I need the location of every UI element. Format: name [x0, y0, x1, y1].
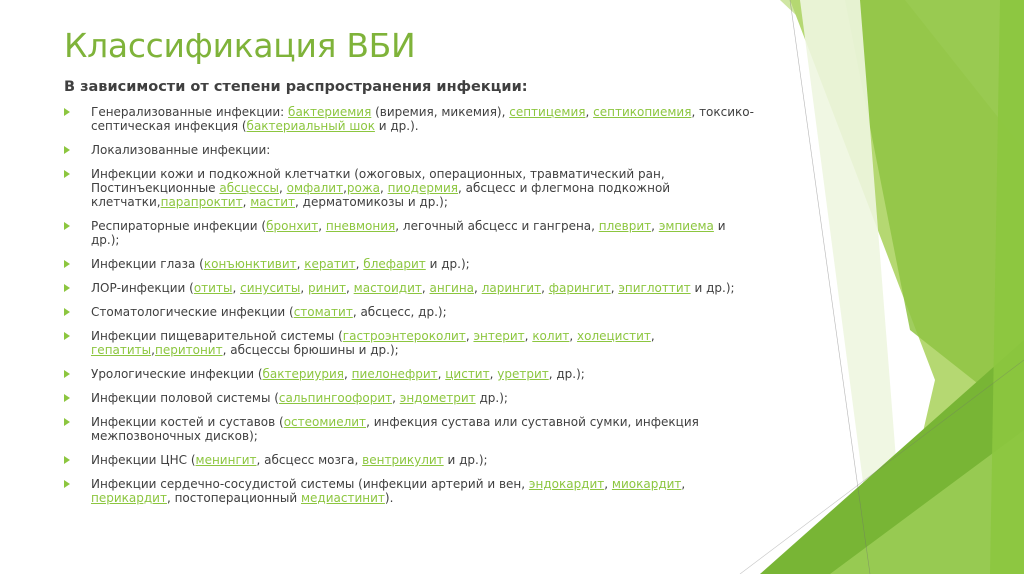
- triangle-bullet-icon: [64, 332, 70, 340]
- term-link[interactable]: ларингит: [481, 281, 542, 295]
- item-text: ,: [489, 367, 498, 381]
- item-text: и др.);: [443, 453, 488, 467]
- item-text: Инфекции сердечно-сосудистой системы (инфекции артерий и вен,: [91, 477, 529, 491]
- list-item: [64, 415, 754, 443]
- item-text: ,: [524, 329, 533, 343]
- item-text: , др.);: [548, 367, 585, 381]
- item-text: ,: [604, 477, 612, 491]
- item-text: др.);: [475, 391, 508, 405]
- item-text: ЛОР-инфекции (: [91, 281, 194, 295]
- term-link[interactable]: колит: [532, 329, 570, 343]
- item-text: (виремия, микемия),: [371, 105, 510, 119]
- item-text: ,: [392, 391, 400, 405]
- triangle-bullet-icon: [64, 146, 70, 154]
- term-link[interactable]: сальпингоофорит: [278, 391, 393, 405]
- list-item: [64, 257, 754, 271]
- triangle-bullet-icon: [64, 418, 70, 426]
- term-link[interactable]: холецистит: [577, 329, 651, 343]
- item-text: ,: [355, 257, 364, 271]
- item-text: Инфекции кожи и подкожной клетчатки (ожоговых, операционных, травматический ран, Постинъекционные: [91, 167, 665, 195]
- item-text: ,: [651, 219, 659, 233]
- list-item: [64, 167, 754, 209]
- term-link[interactable]: отиты: [193, 281, 233, 295]
- term-link[interactable]: гепатиты: [91, 343, 152, 357]
- term-link[interactable]: пневмония: [325, 219, 396, 233]
- term-link[interactable]: перикардит: [91, 491, 167, 505]
- list-item: [64, 105, 754, 133]
- item-text: ).: [384, 491, 394, 505]
- item-text: , постоперационный: [166, 491, 301, 505]
- item-text: , абсцессы брюшины и др.);: [222, 343, 399, 357]
- item-text: и др.);: [425, 257, 470, 271]
- triangle-bullet-icon: [64, 170, 70, 178]
- item-text: Локализованные инфекции:: [91, 143, 271, 157]
- term-link[interactable]: пиодермия: [387, 181, 459, 195]
- item-text: ,: [437, 367, 446, 381]
- slide-title: Классификация ВБИ: [64, 26, 416, 65]
- term-link[interactable]: ринит: [307, 281, 347, 295]
- item-text: и др.);: [690, 281, 735, 295]
- item-text: , абсцесс мозга,: [256, 453, 363, 467]
- item-text: ,: [541, 281, 549, 295]
- item-text: ,: [610, 281, 619, 295]
- item-text: Генерализованные инфекции:: [91, 105, 289, 119]
- item-text: ,: [318, 219, 326, 233]
- term-link[interactable]: менингит: [195, 453, 257, 467]
- term-link[interactable]: септикопиемия: [593, 105, 692, 119]
- term-link[interactable]: бактериурия: [262, 367, 345, 381]
- term-link[interactable]: остеомиелит: [283, 415, 367, 429]
- item-text: ,: [300, 281, 308, 295]
- term-link[interactable]: эмпиема: [658, 219, 714, 233]
- term-link[interactable]: цистит: [445, 367, 490, 381]
- list-item: [64, 329, 754, 357]
- item-text: и др.).: [374, 119, 419, 133]
- item-text: ,: [585, 105, 594, 119]
- term-link[interactable]: парапроктит: [160, 195, 243, 209]
- item-text: ,: [343, 181, 347, 195]
- term-link[interactable]: миокардит: [611, 477, 682, 491]
- list-item: [64, 219, 754, 247]
- item-text: , легочный абсцесс и гангрена,: [395, 219, 599, 233]
- item-text: Инфекции пищеварительной системы (: [91, 329, 343, 343]
- term-link[interactable]: омфалит: [286, 181, 344, 195]
- item-text: Инфекции половой системы (: [91, 391, 279, 405]
- term-link[interactable]: мастоидит: [353, 281, 422, 295]
- list-item: [64, 367, 754, 381]
- item-text: ,: [380, 181, 388, 195]
- item-text: Инфекции ЦНС (: [91, 453, 196, 467]
- term-link[interactable]: бактериальный шок: [246, 119, 375, 133]
- triangle-bullet-icon: [64, 108, 70, 116]
- term-link[interactable]: синуситы: [240, 281, 301, 295]
- term-link[interactable]: эпиглоттит: [618, 281, 691, 295]
- slide-subtitle: В зависимости от степени распространения инфекции:: [64, 79, 528, 95]
- term-link[interactable]: стоматит: [293, 305, 353, 319]
- list-item: [64, 143, 754, 157]
- term-link[interactable]: уретрит: [497, 367, 549, 381]
- term-link[interactable]: перитонит: [154, 343, 223, 357]
- item-text: Урологические инфекции (: [91, 367, 263, 381]
- triangle-bullet-icon: [64, 260, 70, 268]
- term-link[interactable]: плеврит: [598, 219, 652, 233]
- triangle-bullet-icon: [64, 456, 70, 464]
- item-text: ,: [569, 329, 578, 343]
- list-item: [64, 453, 754, 467]
- item-text: ,: [650, 329, 655, 343]
- infection-list: [64, 105, 754, 515]
- term-link[interactable]: вентрикулит: [362, 453, 444, 467]
- triangle-bullet-icon: [64, 480, 70, 488]
- item-text: ,: [151, 343, 155, 357]
- item-text: , абсцесс и флегмона подкожной клетчатки,: [91, 181, 671, 209]
- triangle-bullet-icon: [64, 394, 70, 402]
- item-text: и др.);: [91, 219, 726, 247]
- term-link[interactable]: энтерит: [473, 329, 525, 343]
- list-item: [64, 391, 754, 405]
- item-text: ,: [296, 257, 305, 271]
- triangle-bullet-icon: [64, 308, 70, 316]
- term-link[interactable]: рожа: [346, 181, 381, 195]
- item-text: Инфекции костей и суставов (: [91, 415, 284, 429]
- item-text: ,: [465, 329, 474, 343]
- item-text: ,: [242, 195, 251, 209]
- item-text: Инфекции глаза (: [91, 257, 204, 271]
- item-text: Респираторные инфекции (: [91, 219, 267, 233]
- item-text: ,: [474, 281, 482, 295]
- item-text: ,: [278, 181, 287, 195]
- item-text: , инфекция сустава или суставной сумки, инфекция межпозвоночных дисков);: [91, 415, 699, 443]
- list-item: [64, 477, 754, 505]
- list-item: [64, 281, 754, 295]
- term-link[interactable]: медиастинит: [301, 491, 385, 505]
- list-item: [64, 305, 754, 319]
- item-text: ,: [346, 281, 354, 295]
- term-link[interactable]: фарингит: [548, 281, 611, 295]
- term-link[interactable]: эндокардит: [528, 477, 605, 491]
- item-text: , токсико-септическая инфекция (: [91, 105, 754, 133]
- term-link[interactable]: конъюнктивит: [203, 257, 297, 271]
- item-text: Стоматологические инфекции (: [91, 305, 294, 319]
- triangle-bullet-icon: [64, 284, 70, 292]
- term-link[interactable]: блефарит: [363, 257, 426, 271]
- item-text: ,: [232, 281, 241, 295]
- term-link[interactable]: эндометрит: [399, 391, 476, 405]
- term-link[interactable]: кератит: [304, 257, 356, 271]
- item-text: , дерматомикозы и др.);: [295, 195, 448, 209]
- term-link[interactable]: септицемия: [509, 105, 586, 119]
- term-link[interactable]: бронхит: [266, 219, 319, 233]
- item-text: ,: [681, 477, 686, 491]
- term-link[interactable]: бактериемия: [288, 105, 372, 119]
- triangle-bullet-icon: [64, 222, 70, 230]
- term-link[interactable]: гастроэнтероколит: [342, 329, 466, 343]
- term-link[interactable]: ангина: [429, 281, 475, 295]
- item-text: , абсцесс, др.);: [352, 305, 447, 319]
- triangle-bullet-icon: [64, 370, 70, 378]
- item-text: ,: [344, 367, 352, 381]
- term-link[interactable]: абсцессы: [219, 181, 279, 195]
- item-text: ,: [421, 281, 430, 295]
- term-link[interactable]: пиелонефрит: [351, 367, 438, 381]
- term-link[interactable]: мастит: [250, 195, 296, 209]
